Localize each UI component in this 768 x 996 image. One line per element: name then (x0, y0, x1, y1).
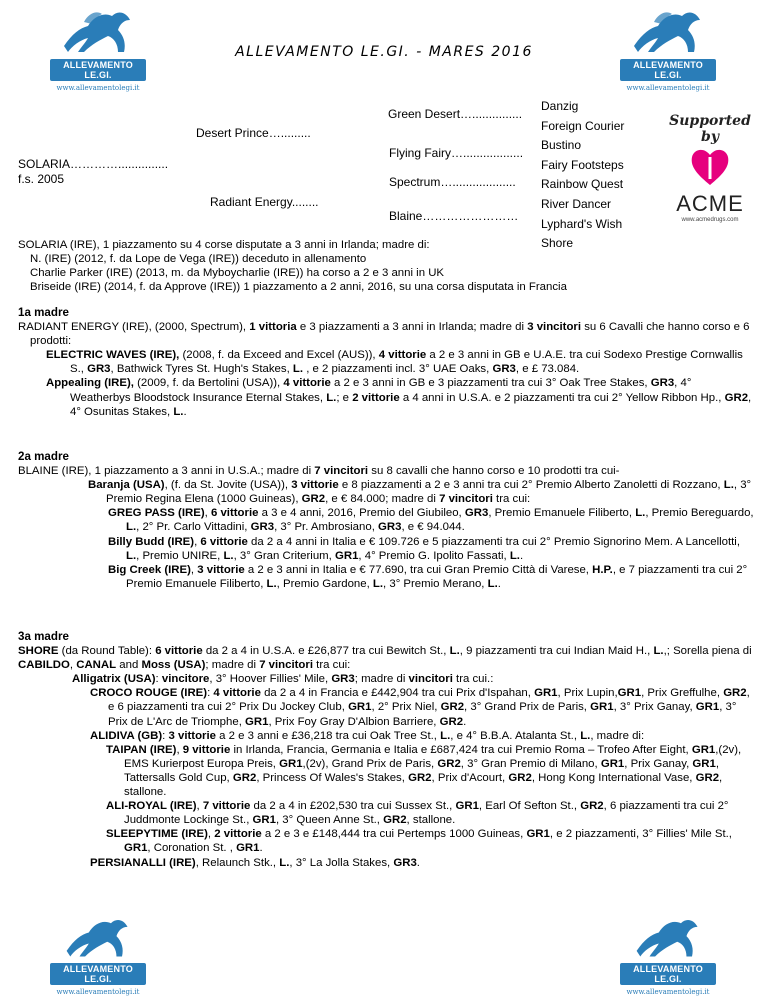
ancestor: Shore (541, 236, 574, 251)
page-title: ALLEVAMENTO LE.GI. - MARES 2016 (235, 44, 533, 60)
sponsor-block (660, 113, 760, 223)
logo-badge: ALLEVAMENTO LE.GI. (620, 59, 716, 81)
offspring-entry: PERSIANALLI (IRE), Relaunch Stk., L., 3° La Jolla Stakes, GR3. (90, 856, 420, 869)
logo-badge: ALLEVAMENTO LE.GI. (620, 963, 716, 985)
offspring-entry: Baranja (USA), (f. da St. Jovite (USA)), 3 vittorie e 8 piazzamenti a 2 e 3 anni tra cui 2° Premio Alberto Zanoletti di Rozzano, L., 3° Premio Regina Elena (1000 Guineas), GR2, e € 84.000; madre di 7 vincitori tra cui: (88, 479, 752, 506)
dam-paragraph: RADIANT ENERGY (IRE), (2000, Spectrum), 1 vittoria e 3 piazzamenti a 3 anni in Irlanda; madre di 3 vincitori su 6 Cavalli che hanno corso e 6 prodotti: (18, 321, 750, 348)
ancestor: Bustino (541, 138, 582, 153)
offspring-entry: TAIPAN (IRE), 9 vittorie in Irlanda, Francia, Germania e Italia e £687,424 tra cui Premio Roma – Trofeo After Eight, GR1,(2v), EMS Kurierpost Europa Preis, GR1,(2v), Grand Prix de Paris, GR2, 3° Gran Premio di Milano, GR1, Prix Ganay, GR1, Tattersalls Gold Cup, GR2, Princess Of Wales's Stakes, GR2, Prix d'Acourt, GR2, Hong Kong International Vase, GR2, stallone. (106, 743, 742, 799)
offspring-entry: CROCO ROUGE (IRE): 4 vittorie da 2 a 4 in Francia e £442,904 tra cui Prix d'Ispahan, GR1, Prix Lupin,GR1, Prix Greffulhe, GR2, e 6 piazzamenti tra cui 2° Prix Du Jockey Club, GR1, 2° Prix Niel, GR2, 3° Grand Prix de Paris, GR1, 3° Prix Ganay, GR1, 3° Prix de L'Arc de Triomphe, GR1, Prix Foy Gray D'Albion Barriere, GR2. (90, 687, 750, 728)
logo-url: www.allevamentolegi.it (626, 84, 710, 92)
dam-paragraph: BLAINE (IRE), 1 piazzamento a 3 anni in U.S.A.; madre di 7 vincitori su 8 cavalli che hanno corso e 10 prodotti tra cui- (18, 465, 620, 478)
section-title: 3a madre (18, 630, 69, 643)
offspring-entry: Appealing (IRE), (2009, f. da Bertolini (USA)), 4 vittorie a 2 e 3 anni in GB e 3 piazzamenti tra cui 3° Oak Tree Stakes, GR3, 4° Weatherbys Bloodstock Insurance Eternal Stakes, L.; e 2 vittorie a 4 anni in U.S.A. e 2 piazzamenti tra cui 2° Yellow Ribbon Hp., GR2, 4° Osunitas Stakes, L.. (46, 377, 752, 418)
offspring-entry: SLEEPYTIME (IRE), 2 vittorie a 2 e 3 e £148,444 tra cui Pertemps 1000 Guineas, GR1, e 2 piazzamenti, 3° Fillies' Mile St., GR1, Coronation St. , GR1. (106, 828, 732, 855)
dam-paragraph: SHORE (da Round Table): 6 vittorie da 2 a 4 in U.S.A. e £26,877 tra cui Bewitch St., L., 9 piazzamenti tra cui Indian Maid H., L.,; Sorella piena di CABILDO, CANAL and Moss (USA); madre di 7 vincitori tra cui: (18, 645, 752, 672)
acme-heart-icon (688, 145, 732, 189)
section-title: 2a madre (18, 450, 69, 463)
section-first-dam (18, 306, 754, 419)
intro-line: Briseide (IRE) (2014, f. da Approve (IRE)) 1 piazzamento a 2 anni, 2016, su una corsa disputata in Francia (30, 281, 567, 294)
section-second-dam (18, 450, 754, 591)
section-title: 1a madre (18, 306, 69, 319)
logo-url: www.allevamentolegi.it (626, 988, 710, 996)
offspring-entry: Billy Budd (IRE), 6 vittorie da 2 a 4 anni in Italia e € 109.726 e 5 piazzamenti tra cui 2° Premio Signorino Mem. A Lancellotti, L., Premio UNIRE, L., 3° Gran Criterium, GR1, 4° Premio G. Ipolito Fassati, L.. (108, 535, 741, 562)
logo-url: www.allevamentolegi.it (56, 84, 140, 92)
pedigree-sire-dam: Flying Fairy….................. (389, 146, 524, 160)
pedigree-horse: SOLARIA…………............... (18, 157, 169, 171)
logo-badge: ALLEVAMENTO LE.GI. (50, 963, 146, 985)
sponsor-url: www.acmedrugs.com (681, 217, 739, 223)
sponsor-tagline: Supported by (669, 113, 751, 145)
section-third-dam (18, 630, 754, 870)
offspring-entry: ELECTRIC WAVES (IRE), (2008, f. da Exceed and Excel (AUS)), 4 vittorie a 2 e 3 anni in GB e U.A.E. tra cui Sodexo Prestige Cornwallis S., GR3, Bathwick Tyres St. Hugh's Stakes, L. , e 2 piazzamenti incl. 3° UAE Oaks, GR3, e £ 73.084. (46, 349, 743, 376)
pedigree-dam-dam: Blaine…………………… (389, 209, 519, 223)
logo-bottom-left (50, 914, 146, 996)
intro-line: Charlie Parker (IRE) (2013, m. da Myboycharlie (IRE)) ha corso a 2 e 3 anni in UK (30, 267, 445, 280)
horse-logo-icon (624, 914, 712, 962)
pedigree-ancestors (541, 97, 624, 254)
intro-block (18, 238, 754, 294)
ancestor: Lyphard's Wish (541, 216, 623, 231)
offspring-entry: Alligatrix (USA): vincitore, 3° Hoover Fillies' Mile, GR3; madre di vincitori tra cui.: (72, 673, 494, 686)
ancestor: Rainbow Quest (541, 177, 624, 192)
offspring-entry: ALI-ROYAL (IRE), 7 vittorie da 2 a 4 in £202,530 tra cui Sussex St., GR1, Earl Of Sefton St., GR2, 6 piazzamenti tra cui 2° Juddmonte Lockinge St., GR1, 3° Queen Anne St., GR2, stallone. (106, 800, 729, 827)
ancestor: River Dancer (541, 196, 612, 211)
offspring-entry: GREG PASS (IRE), 6 vittorie a 3 e 4 anni, 2016, Premio del Giubileo, GR3, Premio Emanuele Filiberto, L., Premio Bereguardo, L., 2° Pr. Carlo Vittadini, GR3, 3° Pr. Ambrosiano, GR3, e € 94.044. (108, 507, 754, 534)
ancestor: Danzig (541, 99, 579, 113)
pedigree-dam: Radiant Energy........ (210, 195, 319, 209)
offspring-entry: ALIDIVA (GB): 3 vittorie a 2 e 3 anni e £36,218 tra cui Oak Tree St., L., e 4° B.B.A. Atalanta St., L., madre di: (90, 729, 645, 742)
logo-bottom-right (620, 914, 716, 996)
ancestor: Fairy Footsteps (541, 157, 624, 172)
intro-line: N. (IRE) (2012, f. da Lope de Vega (IRE)) deceduto in allenamento (30, 253, 367, 266)
pedigree-sire-sire: Green Desert…............... (388, 107, 523, 121)
logo-url: www.allevamentolegi.it (56, 988, 140, 996)
pedigree-dam-sire: Spectrum…................... (389, 175, 516, 189)
sponsor-name: ACME (676, 191, 744, 216)
pedigree-horse-info: f.s. 2005 (18, 172, 65, 186)
offspring-entry: Big Creek (IRE), 3 vittorie a 2 e 3 anni in Italia e € 77.690, tra cui Gran Premio Città di Varese, H.P., e 7 piazzamenti tra cui 2° Premio Emanuele Filiberto, L., Premio Gardone, L., 3° Premio Merano, L.. (108, 563, 748, 590)
logo-badge: ALLEVAMENTO LE.GI. (50, 59, 146, 81)
horse-logo-icon (54, 914, 142, 962)
intro-line: SOLARIA (IRE), 1 piazzamento su 4 corse disputate a 3 anni in Irlanda; madre di: (18, 239, 430, 251)
pedigree-sire: Desert Prince…......... (196, 126, 311, 140)
ancestor: Foreign Courier (541, 118, 625, 133)
